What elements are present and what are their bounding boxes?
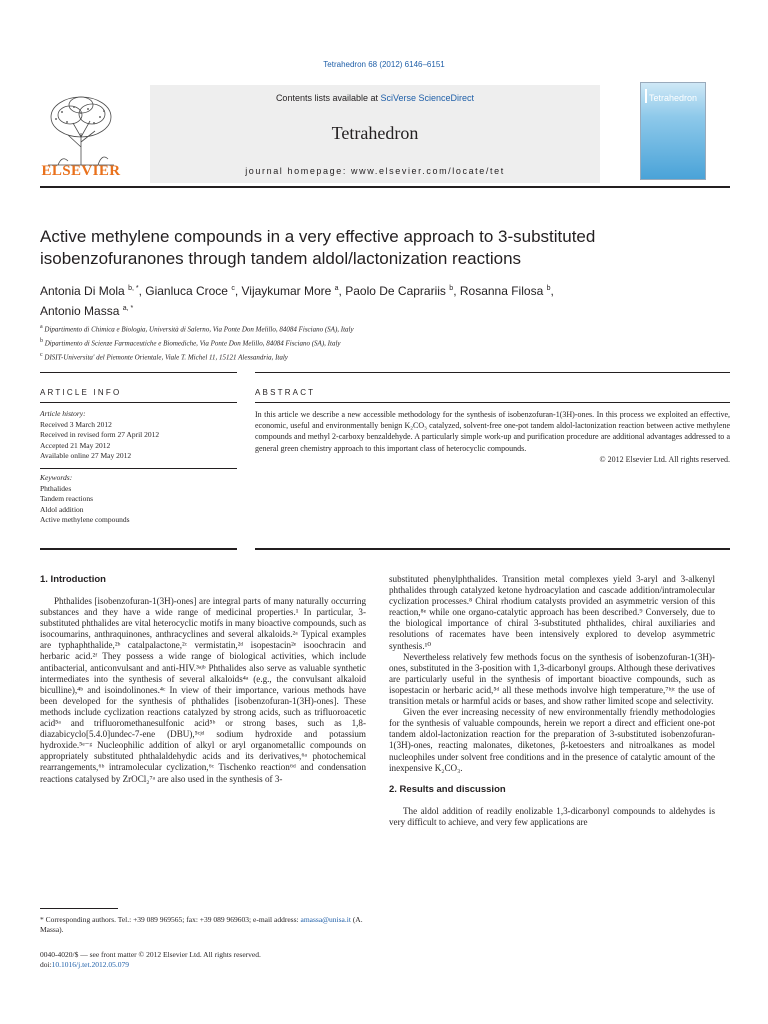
author-3[interactable]: Vijaykumar More $^a$,: [241, 284, 346, 298]
doi-line: [40, 960, 366, 970]
sciencedirect-link[interactable]: SciVerse ScienceDirect: [380, 93, 475, 103]
contents-line: [150, 93, 600, 103]
divider-rule: [40, 402, 237, 403]
affiliation-c: $^c$ DISIT-Universita' del Piemonte Orientale, Viale T. Michel 11, 15121 Alessandria, Italy: [40, 351, 288, 361]
abstract-panel: [255, 409, 730, 465]
homepage-prefix: journal homepage:: [245, 166, 352, 176]
author-2[interactable]: Gianluca Croce $^c$,: [145, 284, 242, 298]
cover-title: Tetrahedron: [649, 93, 698, 103]
body-paragraph: The aldol addition of readily enolizable 1,3-dicarbonyl compounds to aldehydes is very difficult to achieve, and very few applications are: [389, 805, 715, 827]
journal-citation[interactable]: Tetrahedron 68 (2012) 6146–6151: [323, 60, 445, 69]
divider-rule: [40, 548, 237, 550]
footnote-suffix: (A. Massa).: [40, 915, 363, 934]
author-6[interactable]: Antonio Massa $^{a, *}$: [40, 304, 134, 318]
journal-cover-image: [640, 82, 706, 180]
divider-rule: [255, 548, 730, 550]
title-line-1: Active methylene compounds in a very effective approach to 3-substituted: [40, 227, 596, 246]
history-revised: Received in revised form 27 April 2012: [40, 430, 160, 440]
abstract-copyright: © 2012 Elsevier Ltd. All rights reserved.: [599, 454, 730, 464]
doi-link[interactable]: 10.1016/j.tet.2012.05.079: [51, 960, 129, 969]
history-accepted: Accepted 21 May 2012: [40, 440, 111, 450]
body-column-right: [389, 574, 715, 828]
article-info-panel: [40, 409, 237, 526]
affiliations: [40, 322, 730, 363]
doi-prefix: doi:: [40, 960, 52, 969]
corresponding-author-footnote: [40, 915, 366, 935]
cover-accent-bar: [645, 89, 647, 103]
section-heading-results: 2. Results and discussion: [389, 783, 506, 795]
divider-rule: [255, 402, 730, 403]
issn-line: 0040-4020/$ — see front matter © 2012 Elsevier Ltd. All rights reserved.: [40, 950, 261, 959]
body-paragraph: Phthalides [isobenzofuran-1(3H)-ones] are integral parts of many naturally occurring substances and they have a wide range of medicinal properties.¹ In particular, 3-substituted phthalides are vital heterocyclic motifs in many bioactive compounds, such as isocoumarins, anthraquinones, anthracyclines and several alkaloids.²ᵃ Typical examples are typhaphthalide,²ᵇ catalpalactone,²ᶜ vermistatin,²ᵈ isopestacin²ᵉ isoochracin and herbaric acid.²ᶠ They possess a wide range of biological activities, which include antibacterial, anticonvulsant and anti-HIV.³ᵃʲᵇ Phthalides also serve as valuable synthetic intermediates into the synthesis of several alkaloids⁴ᵃ (e.g., the convulsant alkaloid biculline),⁴ᵇ and isoindolinones.⁴ᶜ In view of their importance, various methods have been developed for the synthesis of phthalides [isobenzofuran-1(3H)-ones]. These methods include cyclization reactions catalyzed by strong acids, such as trifluoroacetic acid⁵ᵃ and trifluoromethanesulfonic acid⁵ᵇ or strong bases, such as 1,8-diazabicyclo[5.4.0]undec-7-ene (DBU),⁵ᶜʲᵈ sodium hydroxide and potassium hydroxide.⁵ᵉ⁻ᵍ Nucleophilic addition of alkyl or aryl organometallic compounds on appropriately substituted phthalaldehydic acids and its derivatives,⁶ᵃ photochemical rearrangements,⁶ᵇ intramolecular cyclization,⁶ᶜ Tischenko reaction⁶ᵈ and condensation reactions catalysed by ZrOCl₂⁷ᵃ are also used in the synthesis of 3-: [40, 596, 366, 784]
journal-name: Tetrahedron: [331, 123, 419, 143]
body-column-left: [40, 574, 366, 785]
journal-masthead: [150, 85, 600, 183]
publisher-logo-text: ELSEVIER: [41, 163, 121, 179]
journal-homepage: [150, 166, 600, 176]
contents-prefix: Contents lists available at: [275, 93, 381, 103]
divider-rule: [40, 372, 237, 373]
keyword-item: Active methylene compounds: [40, 515, 130, 525]
author-list: [40, 280, 730, 320]
body-paragraph: Given the ever increasing necessity of new environmentally friendly methodologies for the synthesis of valuable compounds, herein we report a direct and efficient one-pot tandem aldol-lactonization reaction for the preparation of 3-substituted isobenzofuran-1(3H)-ones, reacting malonates, diketones, β-ketoesters and nitroalkanes as model nucleophiles under solvent free conditions and in the presence of catalytic amount of the inexpensive K₂CO₃.: [389, 707, 715, 773]
body-paragraph: Nevertheless relatively few methods focus on the synthesis of isobenzofuran-1(3H)-ones, substituted in the 3-position with 1,3-dicarbonyl groups. Although these derivatives are particularly useful in the synthesis of important bioactive compounds, such as isopestacin or herbaric acid,⁵ᵈ all these methods involve high temperature,⁷ᵇʲᶜ the use of transition metals or harmful acids or bases, and show rather limited scope and selectivity.: [389, 651, 715, 707]
abstract-heading: ABSTRACT: [255, 388, 316, 397]
affiliation-b: $^b$ Dipartimento di Scienze Farmaceutiche e Biomediche, Via Ponte Don Melillo, 84084 Fisciano (SA), Italy: [40, 337, 341, 348]
homepage-url[interactable]: www.elsevier.com/locate/tet: [351, 166, 505, 176]
article-info-heading: ARTICLE INFO: [40, 388, 122, 397]
author-5[interactable]: Rosanna Filosa $^b$,: [459, 284, 554, 298]
author-1[interactable]: Antonia Di Mola $^{b, *}$,: [40, 284, 146, 298]
author-4[interactable]: Paolo De Caprariis $^b$,: [345, 284, 460, 298]
history-online: Available online 27 May 2012: [40, 451, 132, 461]
footnote-rule: [40, 908, 118, 909]
article-title: [40, 226, 730, 270]
divider-rule: [40, 468, 237, 469]
divider-rule: [255, 372, 730, 373]
section-heading-introduction: 1. Introduction: [40, 574, 106, 585]
issn-doi-block: [40, 950, 366, 970]
author-email-link[interactable]: amassa@unisa.it: [300, 915, 351, 924]
history-received: Received 3 March 2012: [40, 419, 112, 429]
abstract-text: In this article we describe a new accessible methodology for the synthesis of isobenzofuran-1(3H)-ones. In this process we exploited an effective, economic, useful and environmentally benign K₂CO₃ catalyzed, solvent-free one-pot tandem aldol-lactonization reaction between active methylene compounds and methyl 2-carboxy benzaldehyde. A particularly simple work-up and purification procedure are additional advantages addressed to a general green chemistry approach to this important class of heterocyclic compounds.: [255, 410, 730, 453]
keywords-label: Keywords:: [40, 472, 73, 482]
affiliation-a: $^a$ Dipartimento di Chimica e Biologia, Università di Salerno, Via Ponte Don Melillo, 84084 Fisciano (SA), Italy: [40, 324, 354, 334]
keyword-item: Aldol addition: [40, 504, 84, 514]
footnote-text: * Corresponding authors. Tel.: +39 089 969565; fax: +39 089 969603; e-mail address:: [40, 915, 301, 924]
keyword-item: Tandem reactions: [40, 494, 93, 504]
history-label: Article history:: [40, 409, 86, 418]
title-line-2: isobenzofuranones through tandem aldol/lactonization reactions: [40, 249, 522, 268]
journal-header: [40, 79, 730, 188]
keyword-item: Phthalides: [40, 483, 72, 493]
body-paragraph: substituted phenylphthalides. Transition metal complexes yield 3-aryl and 3-alkenyl phthalides through catalyzed ketone hydroacylation and cascade addition/intramolecular cyclization processes.⁸ Chiral rhodium catalysts provided an asymmetric version of this reaction,⁸ᵉ while one organo-catalytic approach has been described.⁹ Conversely, due to the biological importance of chiral 3-substituted phthalides, chiral auxiliaries and resolutions of racemates have been intensively explored to develop asymmetric synthesis.¹⁰: [389, 574, 715, 651]
